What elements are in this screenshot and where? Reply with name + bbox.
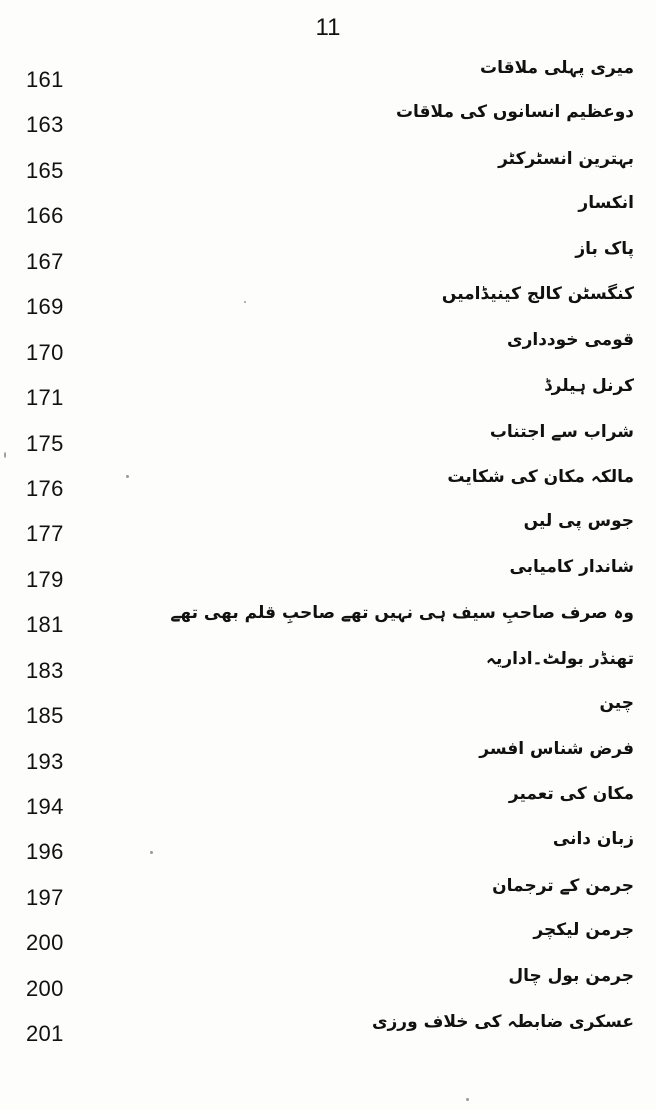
toc-entry xyxy=(0,191,656,236)
toc-entry-title: وہ صرف صاحبِ سیف ہی نہیں تھے صاحبِ قلم بھی تھے xyxy=(170,603,634,624)
toc-entry xyxy=(0,282,656,327)
toc-entry-page: 167 xyxy=(26,248,64,274)
toc-entry-title: شراب سے اجتناب xyxy=(489,421,634,442)
toc-entry-page: 179 xyxy=(26,566,64,592)
toc-entry-page: 183 xyxy=(26,657,64,683)
toc-entry-page: 181 xyxy=(26,612,64,638)
toc-entry-title: زبان دانی xyxy=(552,829,634,850)
toc-entry-title: پاک باز xyxy=(575,238,634,259)
toc-entry-title: کرنل ہیلرڈ xyxy=(544,376,634,397)
toc-entry xyxy=(0,464,656,509)
toc-entry-page: 200 xyxy=(26,975,64,1001)
scan-speck xyxy=(126,475,129,478)
scan-speck xyxy=(4,452,6,458)
toc-entry-page: 166 xyxy=(26,203,64,229)
toc-entry-page: 169 xyxy=(26,294,64,320)
toc-entry-page: 170 xyxy=(26,339,64,365)
toc-entry-page: 175 xyxy=(26,430,64,456)
toc-entry-title: مالکہ مکان کی شکایت xyxy=(447,466,634,487)
toc-entry-page: 196 xyxy=(26,839,64,865)
toc-entry-title: بہترین انسٹرکٹر xyxy=(498,148,634,169)
toc-entry-page: 165 xyxy=(26,157,64,183)
toc-entry xyxy=(0,373,656,418)
toc-entry-page: 176 xyxy=(26,475,64,501)
scan-speck xyxy=(244,301,246,303)
page-number: 11 xyxy=(315,14,341,41)
toc-entry-page: 201 xyxy=(26,1021,64,1047)
toc-entry-page: 177 xyxy=(26,521,64,547)
toc-entry xyxy=(0,737,656,782)
scan-speck xyxy=(150,851,153,854)
toc-entry xyxy=(0,419,656,464)
toc-entry-page: 200 xyxy=(26,930,64,956)
toc-entry-page: 163 xyxy=(26,112,64,138)
toc-entry-page: 185 xyxy=(26,703,64,729)
toc-entry-title: عسکری ضابطہ کی خلاف ورزی xyxy=(371,1012,634,1033)
toc-entry xyxy=(0,964,656,1009)
toc-entry-page: 171 xyxy=(26,385,64,411)
toc-entry xyxy=(0,691,656,736)
toc-entry-title: دوعظیم انسانوں کی ملاقات xyxy=(395,102,634,123)
toc-entry xyxy=(0,918,656,963)
toc-entry xyxy=(0,509,656,554)
toc-entry-title: کنگسٹن کالج کینیڈامیں xyxy=(441,284,634,305)
toc-entry-page: 194 xyxy=(26,794,64,819)
toc-entry-title: فرض شناس افسر xyxy=(479,738,634,759)
toc-entry xyxy=(0,600,656,645)
toc-entry-page: 161 xyxy=(26,67,64,92)
toc-entry-page: 193 xyxy=(26,748,64,774)
toc-entry xyxy=(0,328,656,373)
toc-entry-title: چین xyxy=(599,693,634,714)
toc-entry-title: قومی خودداری xyxy=(507,329,634,350)
toc-entry xyxy=(0,55,656,100)
toc-entry-title: جرمن کے ترجمان xyxy=(492,875,634,896)
scan-speck xyxy=(466,1098,469,1101)
toc-entry xyxy=(0,146,656,191)
toc-entry xyxy=(0,782,656,827)
toc-entry xyxy=(0,1009,656,1054)
toc-entry xyxy=(0,237,656,282)
toc-entry-title: انکسار xyxy=(578,193,634,214)
toc-entry xyxy=(0,555,656,600)
toc-entry-title: مکان کی تعمیر xyxy=(508,784,634,804)
toc-entry-title: شاندار کامیابی xyxy=(509,556,634,577)
toc-entry xyxy=(0,100,656,145)
toc-entry-title: جرمن بول چال xyxy=(508,965,634,986)
toc-entry xyxy=(0,646,656,691)
toc-entry-title: جرمن لیکچر xyxy=(533,920,634,941)
toc-entry-title: تھنڈر بولٹ۔اداریہ xyxy=(486,648,634,669)
toc-entry xyxy=(0,827,656,872)
toc-entry-page: 197 xyxy=(26,884,64,910)
toc-entry-title: جوس پی لیں xyxy=(523,511,634,532)
toc-entry xyxy=(0,873,656,918)
toc-entry-title: میری پہلی ملاقات xyxy=(480,58,634,78)
table-of-contents xyxy=(0,55,656,1055)
